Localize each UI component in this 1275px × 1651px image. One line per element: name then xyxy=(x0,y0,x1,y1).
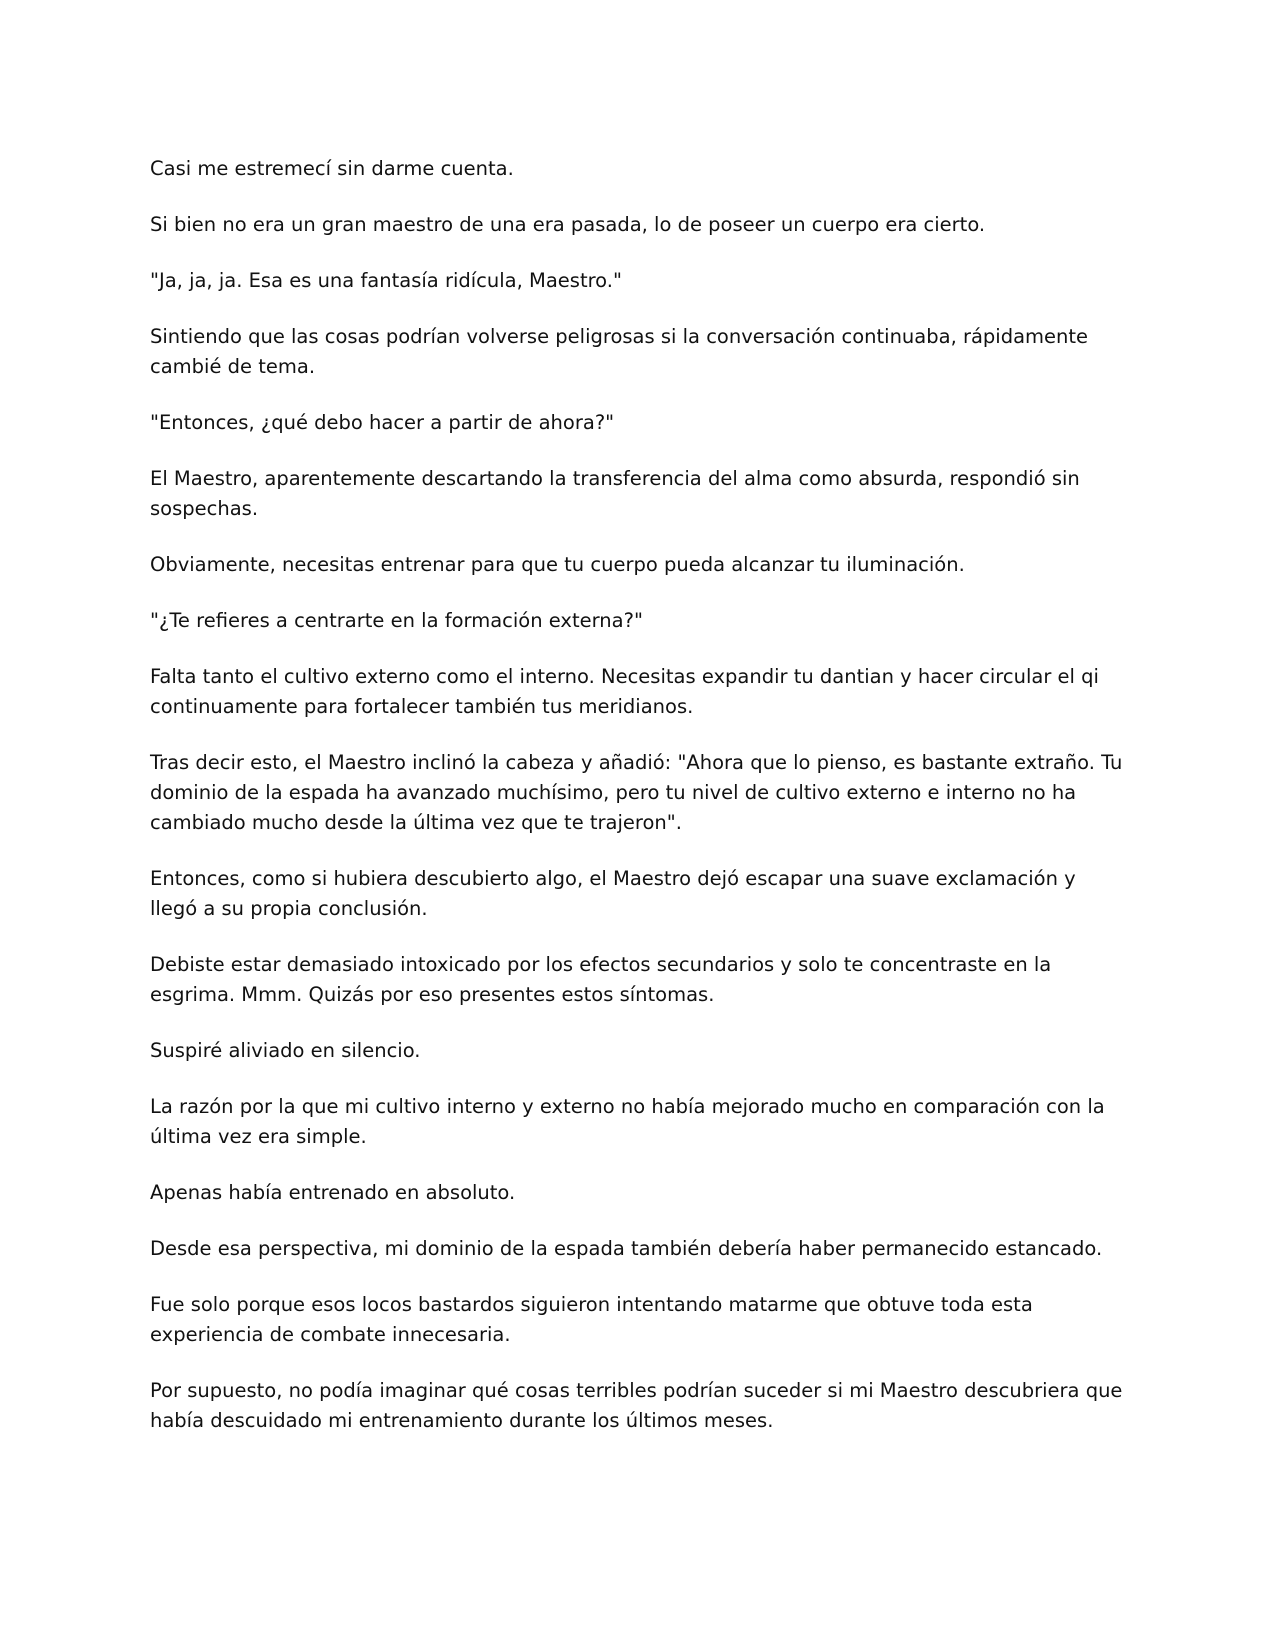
paragraph: Desde esa perspectiva, mi dominio de la espada también debería haber permanecido estancado. xyxy=(150,1237,1103,1260)
paragraph: Falta tanto el cultivo externo como el interno. Necesitas expandir tu dantian y hacer circular el qi continuamente para fortalecer también tus meridianos. xyxy=(150,665,1099,718)
paragraph: El Maestro, aparentemente descartando la transferencia del alma como absurda, respondió sin sospechas. xyxy=(150,467,1080,520)
document-body xyxy=(150,154,1125,1462)
paragraph: Obviamente, necesitas entrenar para que tu cuerpo pueda alcanzar tu iluminación. xyxy=(150,553,965,576)
paragraph: Casi me estremecí sin darme cuenta. xyxy=(150,157,514,180)
paragraph: "¿Te refieres a centrarte en la formación externa?" xyxy=(150,609,643,632)
paragraph: "Ja, ja, ja. Esa es una fantasía ridícula, Maestro." xyxy=(150,269,622,292)
paragraph: Si bien no era un gran maestro de una era pasada, lo de poseer un cuerpo era cierto. xyxy=(150,213,986,236)
paragraph: Entonces, como si hubiera descubierto algo, el Maestro dejó escapar una suave exclamación y llegó a su propia conclusión. xyxy=(150,867,1076,920)
paragraph: Sintiendo que las cosas podrían volverse peligrosas si la conversación continuaba, rápidamente cambié de tema. xyxy=(150,325,1089,378)
paragraph: Apenas había entrenado en absoluto. xyxy=(150,1181,516,1204)
paragraph: "Entonces, ¿qué debo hacer a partir de ahora?" xyxy=(150,411,615,434)
paragraph: La razón por la que mi cultivo interno y externo no había mejorado mucho en comparación con la última vez era simple. xyxy=(150,1095,1105,1148)
paragraph: Fue solo porque esos locos bastardos siguieron intentando matarme que obtuve toda esta experiencia de combate innecesaria. xyxy=(150,1293,1033,1346)
paragraph: Debiste estar demasiado intoxicado por los efectos secundarios y solo te concentraste en la esgrima. Mmm. Quizás por eso presentes estos síntomas. xyxy=(150,953,1052,1006)
paragraph: Por supuesto, no podía imaginar qué cosas terribles podrían suceder si mi Maestro descubriera que había descuidado mi entrenamiento durante los últimos meses. xyxy=(150,1379,1123,1432)
paragraph: Tras decir esto, el Maestro inclinó la cabeza y añadió: "Ahora que lo pienso, es bastante extraño. Tu dominio de la espada ha avanzado muchísimo, pero tu nivel de cultivo externo e interno no ha cambiado mucho desde la última vez que te trajeron". xyxy=(150,751,1123,834)
paragraph: Suspiré aliviado en silencio. xyxy=(150,1039,421,1062)
